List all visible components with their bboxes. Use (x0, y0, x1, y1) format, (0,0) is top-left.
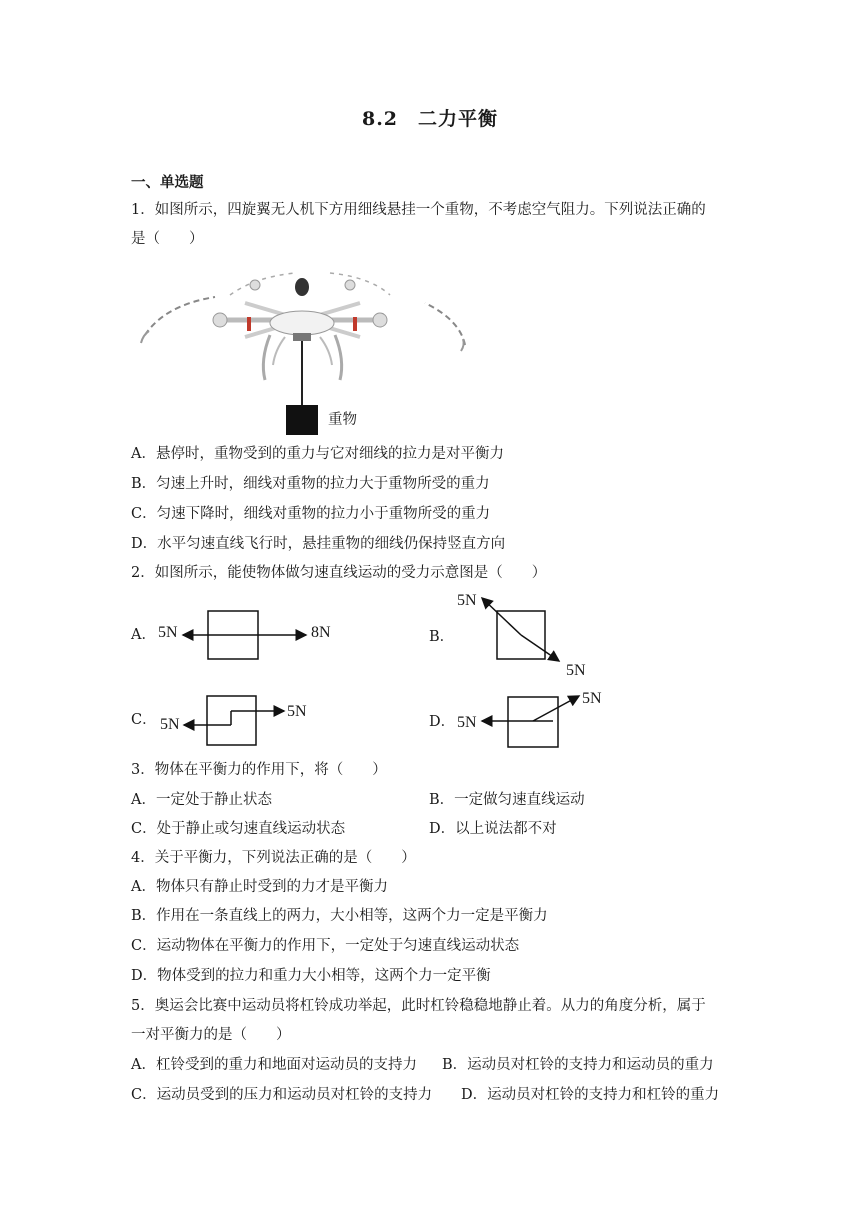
q5-option-a: A．杠铃受到的重力和地面对运动员的支持力 (131, 1057, 417, 1073)
q2-c-left-force: 5N (160, 716, 180, 733)
q2-option-a-label: A． (131, 627, 156, 643)
q4-option-a: A．物体只有静止时受到的力才是平衡力 (131, 879, 388, 895)
q2-d-left-force: 5N (457, 714, 477, 731)
q2-a-right-force: 8N (311, 624, 331, 641)
drone-figure (135, 265, 475, 440)
q2-option-b-label: B． (429, 629, 455, 645)
q1-stem-line1: 1．如图所示，四旋翼无人机下方用细线悬挂一个重物，不考虑空气阻力。下列说法正确的 (131, 202, 706, 218)
q2-c-right-force: 5N (287, 703, 307, 720)
q2-d-diagram (478, 690, 588, 750)
q5-stem-line2: 一对平衡力的是（ ） (131, 1027, 291, 1043)
q4-option-b: B．作用在一条直线上的两力，大小相等，这两个力一定是平衡力 (131, 908, 548, 924)
q5-option-c: C．运动员受到的压力和运动员对杠铃的支持力 (131, 1087, 433, 1103)
q1-option-b: B．匀速上升时，细线对重物的拉力大于重物所受的重力 (131, 476, 490, 492)
q2-b-bottom-force: 5N (566, 662, 586, 679)
q3-option-a: A．一定处于静止状态 (131, 792, 272, 808)
q5-option-d: D．运动员对杠铃的支持力和杠铃的重力 (461, 1087, 720, 1103)
q1-stem-line2: 是（ ） (131, 231, 204, 247)
q3-option-d: D．以上说法都不对 (429, 821, 557, 837)
q5-option-b: B．运动员对杠铃的支持力和运动员的重力 (442, 1057, 714, 1073)
q2-option-d-label: D． (429, 714, 456, 730)
q3-option-b: B．一定做匀速直线运动 (429, 792, 585, 808)
q2-c-diagram (180, 693, 290, 748)
q4-option-d: D．物体受到的拉力和重力大小相等，这两个力一定平衡 (131, 968, 491, 984)
q3-stem: 3．物体在平衡力的作用下，将（ ） (131, 762, 387, 778)
q2-b-top-force: 5N (457, 592, 477, 609)
q2-b-diagram (475, 594, 565, 664)
q2-stem: 2．如图所示，能使物体做匀速直线运动的受力示意图是（ ） (131, 565, 547, 581)
q5-stem-line1: 5．奥运会比赛中运动员将杠铃成功举起，此时杠铃稳稳地静止着。从力的角度分析，属于 (131, 998, 706, 1014)
q2-a-left-force: 5N (158, 624, 178, 641)
q1-option-a: A．悬停时，重物受到的重力与它对细线的拉力是对平衡力 (131, 446, 504, 462)
q2-d-right-force: 5N (582, 690, 602, 707)
q2-option-c-label: C． (131, 712, 157, 728)
q4-stem: 4．关于平衡力，下列说法正确的是（ ） (131, 850, 416, 866)
q1-option-d: D．水平匀速直线飞行时，悬挂重物的细线仍保持竖直方向 (131, 536, 506, 552)
q3-option-c: C．处于静止或匀速直线运动状态 (131, 821, 346, 837)
page-title: 8.2 二力平衡 (361, 108, 499, 130)
section-heading: 一、单选题 (131, 174, 204, 191)
q1-option-c: C．匀速下降时，细线对重物的拉力小于重物所受的重力 (131, 506, 491, 522)
q2-a-diagram (178, 605, 313, 665)
weight-label: 重物 (328, 412, 357, 428)
q4-option-c: C．运动物体在平衡力的作用下，一定处于匀速直线运动状态 (131, 938, 520, 954)
